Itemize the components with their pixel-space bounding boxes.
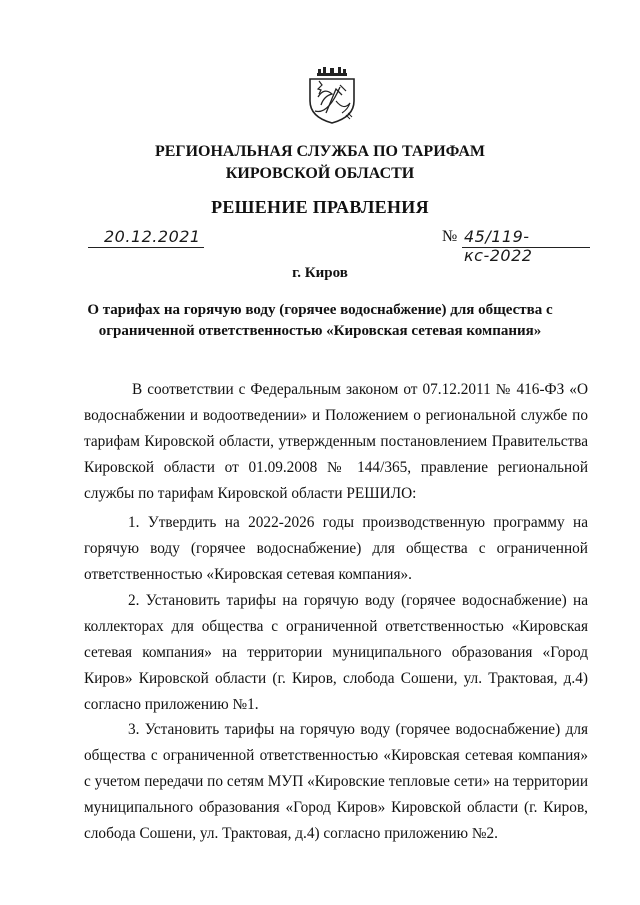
document-title: РЕШЕНИЕ ПРАВЛЕНИЯ xyxy=(211,197,429,217)
document-date-field xyxy=(88,226,204,250)
preamble-paragraph: В соответствии с Федеральным законом от 07.12.2011 № 416-ФЗ «О водоснабжении и водоотведении» и Положением о региональной службе по тарифам Кировской области, утвержденным постановлением Правительства Кировской области от 01.09.2008 № 144/365, правление региональной службы по тарифам Кировской области РЕШИЛО: xyxy=(84,381,588,502)
document-number: 45/119-кс-2022 xyxy=(464,227,533,265)
decision-item-3: 3. Установить тарифы на горячую воду (горячее водоснабжение) для общества с ограниченной ответственностью «Кировская сетевая компания» с учетом передачи по сетям МУП «Кировские тепловые сети» на территории муниципального образования «Город Киров» Кировской области (г. Киров, слобода Сошени, ул. Трактовая, д.4) согласно приложению №2. xyxy=(84,721,588,842)
agency-line-2: КИРОВСКОЙ ОБЛАСТИ xyxy=(225,165,415,182)
decision-item-1: 1. Утвердить на 2022-2026 годы производственную программу на горячую воду (горячее водоснабжение) для общества с ограниченной ответственностью «Кировская сетевая компания». xyxy=(84,514,588,583)
number-sign: № xyxy=(442,228,458,245)
date-underline xyxy=(88,247,204,248)
document-subject: О тарифах на горячую воду (горячее водоснабжение) для общества с ограниченной ответственностью «Кировская сетевая компания» xyxy=(87,302,553,339)
kirov-coat-of-arms-icon xyxy=(306,67,358,125)
document-date: 20.12.2021 xyxy=(104,227,201,246)
document-number-field xyxy=(442,226,590,265)
agency-name xyxy=(0,141,640,185)
city: г. Киров xyxy=(292,265,348,281)
decision-item-2: 2. Установить тарифы на горячую воду (горячее водоснабжение) на коллекторах для общества с ограниченной ответственностью «Кировская сетевая компания» на территории муниципального образования «Город Киров» Кировской области (г. Киров, слобода Сошени, ул. Трактовая, д.4) согласно приложению №1. xyxy=(84,592,588,713)
number-underline xyxy=(462,247,590,248)
agency-line-1: РЕГИОНАЛЬНАЯ СЛУЖБА ПО ТАРИФАМ xyxy=(154,143,486,160)
